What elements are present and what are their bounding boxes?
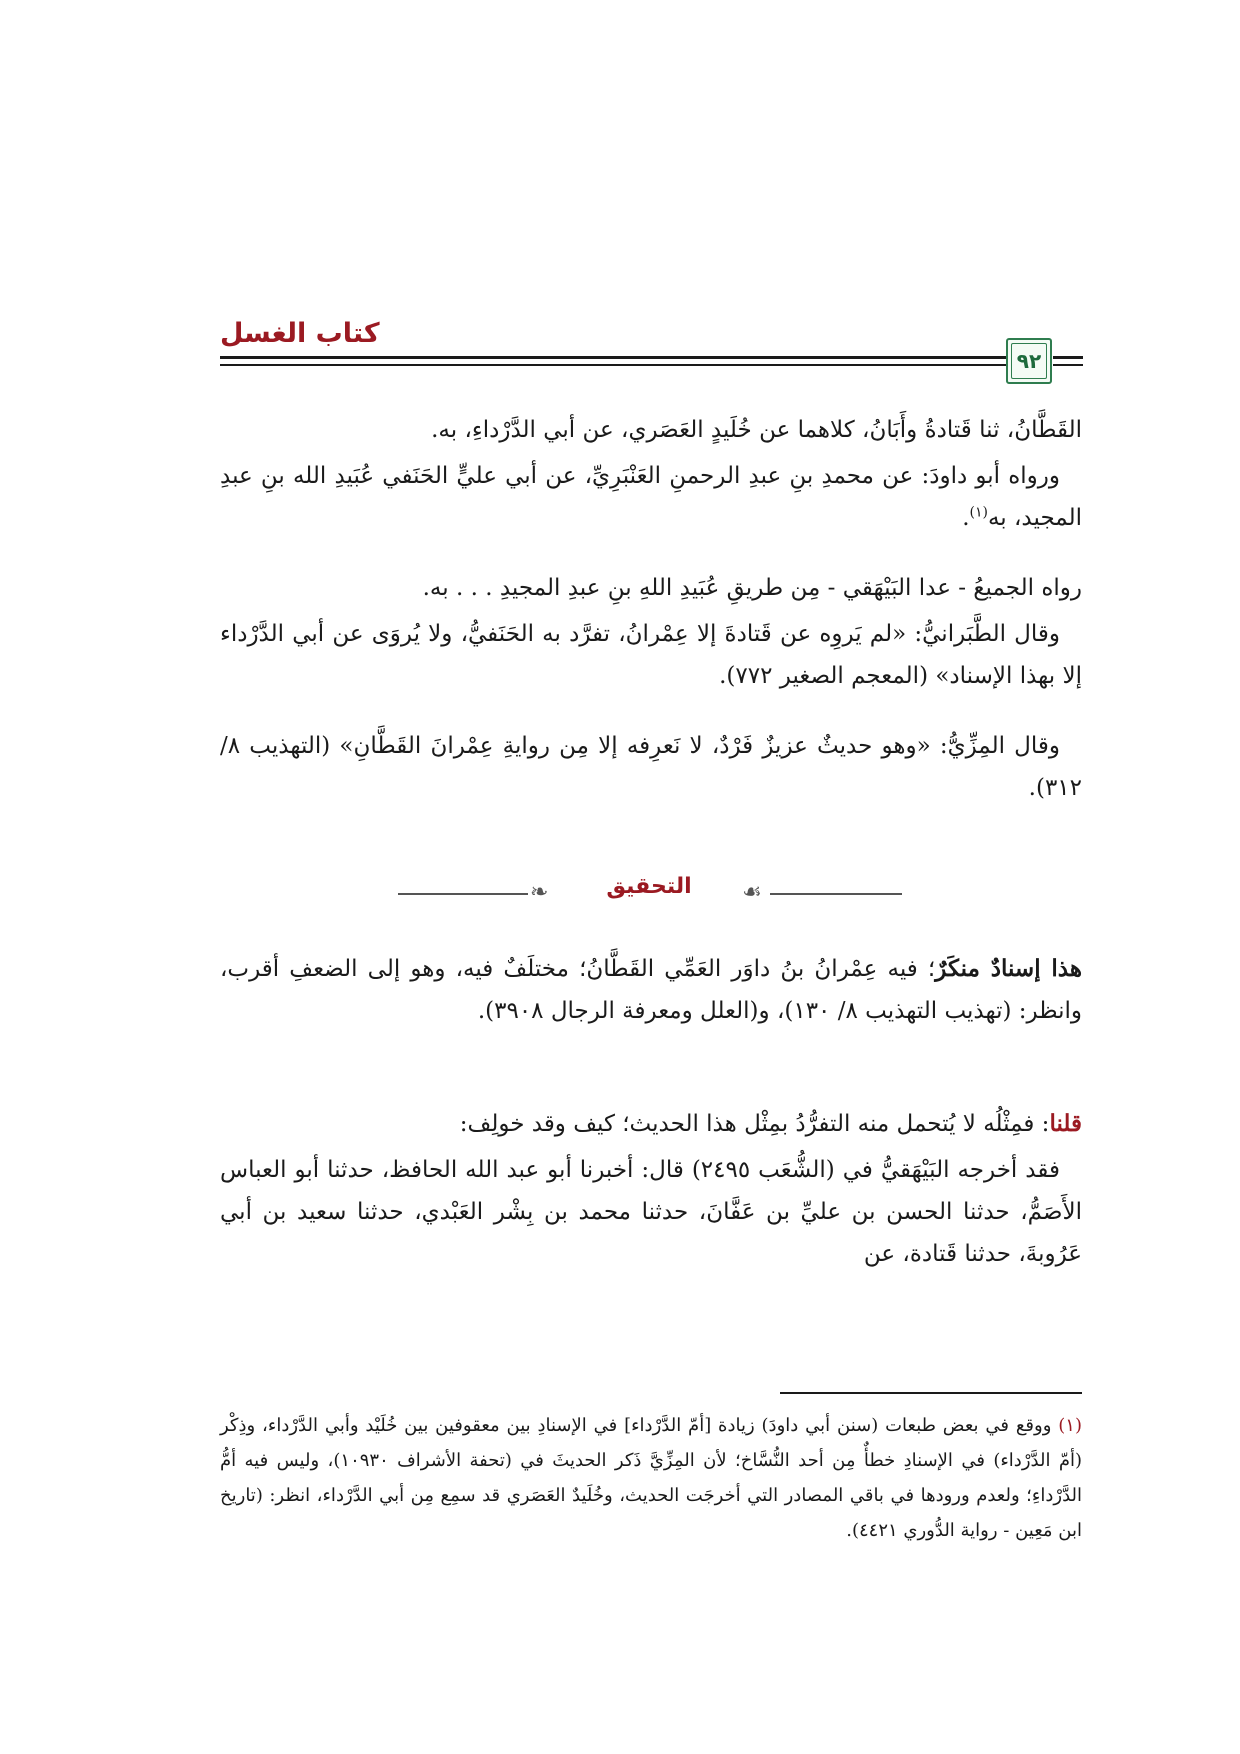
footnote-separator xyxy=(780,1392,1082,1394)
ornament-right-icon: ☙ xyxy=(742,880,762,905)
header-rule-right-bottom xyxy=(1053,364,1083,366)
paragraph-2-end: . xyxy=(962,505,970,531)
paragraph-5: وقال المِزِّيُّ: «وهو حديثٌ عزيزٌ فَرْدٌ، لا نَعرِفه إلا مِن روايةِ عِمْرانَ القَطَّانِ» (التهذيب ٨/ ٣١٢). xyxy=(220,733,1082,801)
paragraph-1: القَطَّانُ، ثنا قَتادةُ وأَبَانُ، كلاهما عن خُلَيدٍ العَصَري، عن أبي الدَّرْداءِ، به. xyxy=(431,417,1082,443)
paragraph-6 xyxy=(220,948,1082,1032)
footnote-1 xyxy=(220,1408,1082,1548)
page-number: ٩٢ xyxy=(1016,349,1042,373)
paragraph-6-lead: هذا إسنادٌ منكَرٌ xyxy=(935,955,1082,982)
header-rule-bottom xyxy=(220,364,1007,366)
ornament-left-icon: ❧ xyxy=(530,880,549,905)
paragraph-6-rest: ؛ فيه عِمْرانُ بنُ داوَر العَمِّي القَطَّانُ؛ مختلَفٌ فيه، وهو إلى الضعفِ أقرب، وانظر: (تهذيب التهذيب ٨/ ١٣٠)، و(العلل ومعرفة الرجال ٣٩٠٨). xyxy=(220,956,1082,1024)
page-number-badge xyxy=(1006,338,1052,384)
paragraph-7-lead: قلنا xyxy=(1049,1110,1082,1137)
chapter-title: كتاب الغسل xyxy=(220,318,380,349)
section-divider-line-right xyxy=(770,893,902,895)
paragraph-2-text: ورواه أبو داودَ: عن محمدِ بنِ عبدِ الرحمنِ العَنْبَرِيِّ، عن أبي عليٍّ الحَنَفي عُبَيدِ الله بنِ عبدِ المجيد، به xyxy=(220,463,1082,531)
section-title: التحقيق xyxy=(606,874,692,899)
paragraph-8: فقد أخرجه البَيْهَقيُّ في (الشُّعَب ٢٤٩٥) قال: أخبرنا أبو عبد الله الحافظ، حدثنا أبو العباس الأَصَمُّ، حدثنا الحسن بن عليِّ بن عَفَّانَ، حدثنا محمد بن بِشْر العَبْدي، حدثنا سعيد بن أبي عَرُوبةَ، حدثنا قَتادة، عن xyxy=(220,1157,1082,1267)
paragraph-7-rest: : فمِثْلُه لا يُتحمل منه التفرُّدُ بمِثْل هذا الحديث؛ كيف وقد خولِف: xyxy=(459,1111,1050,1137)
footnote-reference[interactable]: (١) xyxy=(969,504,988,521)
footnote-number: (١) xyxy=(1058,1415,1082,1436)
header-rule-top xyxy=(220,356,1007,359)
paragraph-2 xyxy=(220,455,1082,539)
header-rule-right-top xyxy=(1053,356,1083,359)
paragraph-3: رواه الجميعُ - عدا البَيْهَقي - مِن طريقِ عُبَيدِ اللهِ بنِ عبدِ المجيدِ . . . به. xyxy=(422,575,1082,601)
section-divider-line-left xyxy=(398,893,528,895)
paragraph-4: وقال الطَّبَرانيُّ: «لم يَروِه عن قَتادةَ إلا عِمْرانُ، تفرَّد به الحَنَفيُّ، ولا يُروَى عن أبي الدَّرْداء إلا بهذا الإسناد» (المعجم الصغير ٧٧٢). xyxy=(220,621,1082,689)
footnote-text: ووقع في بعض طبعات (سنن أبي داودَ) زيادة [أمّ الدَّرْداء] في الإسنادِ بين معقوفين بين خُلَيْد وأبي الدَّرْداء، وذِكْر (أمّ الدَّرْداء) في الإسنادِ خطأٌ مِن أحد النُّسَّاخ؛ لأن المِزِّيَّ ذَكر الحديثَ في (تحفة الأشراف ١٠٩٣٠)، وليس فيه أمُّ الدَّرْداءِ؛ ولعدم ورودها في باقي المصادر التي أخرجَت الحديث، وخُلَيدٌ العَصَري قد سمِع مِن أبي الدَّرْداء، انظر: (تاريخ ابن مَعِين - رواية الدُّوري ٤٤٢١). xyxy=(220,1415,1083,1541)
paragraph-7 xyxy=(220,1103,1082,1145)
